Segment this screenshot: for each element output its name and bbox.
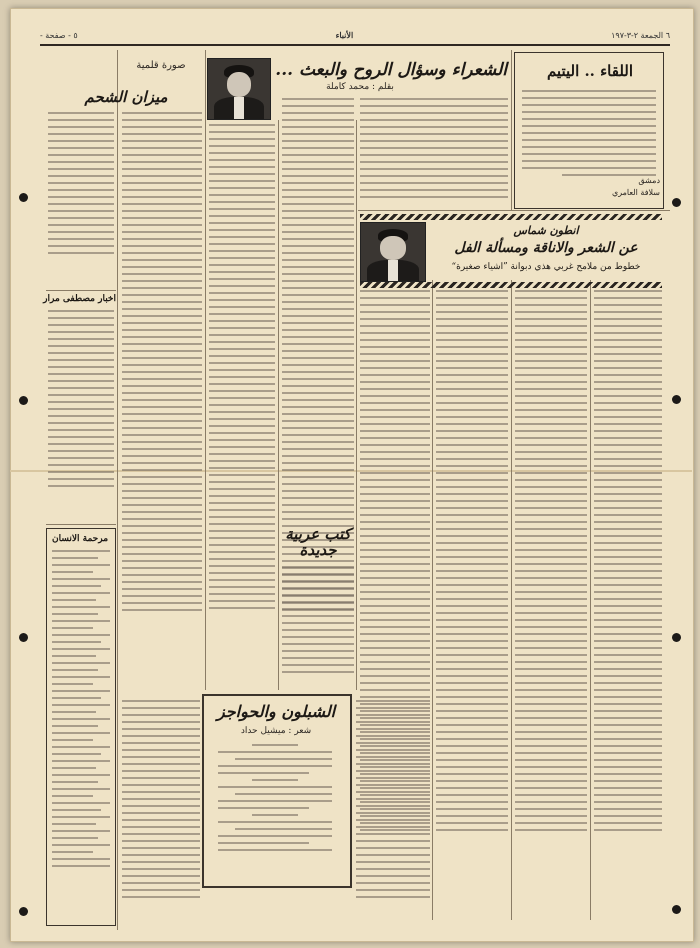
orphan-body — [522, 90, 656, 185]
page-header — [40, 28, 670, 42]
header-center: الأنباء — [335, 30, 354, 40]
header-left: - ٥ - صفحة — [40, 30, 78, 40]
decorative-border — [360, 282, 662, 288]
books-title: كتب عربية جديدة — [285, 525, 351, 559]
ashwak-body — [218, 744, 332, 878]
shammas-photo — [360, 222, 426, 282]
shammas-col-3 — [436, 290, 508, 920]
orphan-title: اللقاء .. اليتيم — [546, 62, 634, 80]
author-photo — [207, 58, 271, 120]
punch-hole — [672, 633, 681, 642]
books-body — [282, 566, 354, 688]
side-column-body — [52, 550, 110, 920]
lower-col-a — [122, 700, 200, 922]
shammas-subtitle: خطوط من ملامح غربي هذي دبوانة ”اشياء صغيرة“ — [451, 262, 641, 272]
punch-hole — [672, 198, 681, 207]
ashwak-byline: شعر : ميشيل حداد — [240, 726, 312, 736]
punch-hole — [19, 907, 28, 916]
shammas-col-1 — [594, 290, 662, 920]
spirit-byline: بقلم : محمد كاملة — [326, 82, 394, 92]
punch-hole — [19, 633, 28, 642]
mawt-title: اخبار مصطفى مرار — [43, 294, 116, 304]
spirit-title: الشعراء وسؤال الروح والبعث ... — [275, 60, 507, 80]
orphan-city: دمشق — [638, 176, 660, 185]
punch-hole — [19, 396, 28, 405]
poem-title: ميزان الشحم — [84, 88, 168, 106]
spirit-lead — [360, 98, 508, 210]
orphan-signature: سلافة العامري — [611, 188, 660, 197]
poem-kicker: صورة قلمية — [136, 60, 186, 71]
punch-hole — [19, 193, 28, 202]
ashwak-title: الشبلون والحواجز — [216, 702, 336, 721]
punch-hole — [672, 395, 681, 404]
side-column-title: مرحمة الانسان — [51, 534, 109, 544]
shammas-kicker: انطون شماس — [513, 224, 579, 237]
poem-col-2 — [48, 112, 114, 284]
spirit-col-3 — [209, 124, 275, 689]
shammas-col-2 — [515, 290, 587, 920]
punch-hole — [672, 905, 681, 914]
decorative-border — [360, 214, 662, 220]
poem-col-1 — [122, 112, 202, 692]
lower-col-b — [356, 700, 430, 922]
mawt-body — [48, 310, 114, 520]
header-right: ٦ الجمعة ٢-٣-١٩٧ — [611, 30, 670, 40]
shammas-title: عن الشعر والاناقة ومسألة الفل — [454, 240, 638, 256]
